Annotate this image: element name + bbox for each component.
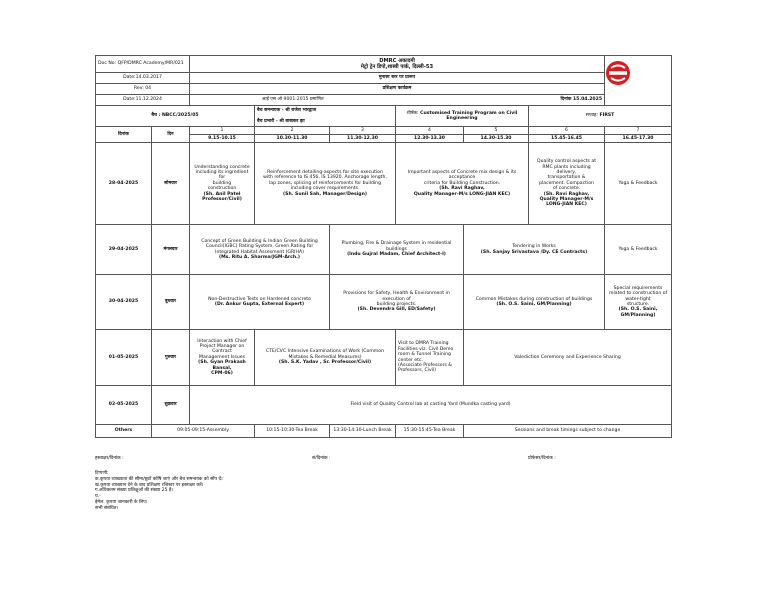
row-day: बुधवार [152, 275, 190, 330]
period-6-num: 6 [529, 127, 605, 135]
session-text: Visit to DMRA Training Facilities viz. Civil Demo room & Tunnel Training center etc. (Associate Professors & Professors, Civil) [398, 341, 454, 374]
logo-cell [605, 56, 672, 106]
session-text: Valediction Ceremony and Experience Sharing [514, 354, 621, 360]
session-speaker: (Sh. Ravi Raghav, Quality Manager-M/s LONG-JIAN KEC) [539, 191, 594, 208]
table-row-thursday [96, 330, 672, 386]
schedule-table [95, 55, 672, 438]
session-speaker: (Sh. Ravi Raghav, Quality Manager-M/s LONG-JIAN KEC) [413, 186, 511, 197]
row-date: 02-05-2025 [96, 386, 152, 425]
doc-number: Doc No: QFP/DMRC Academy/MR/021 [96, 56, 190, 73]
doc-date-2: Date:11.12.2024 [96, 95, 190, 106]
session-cell [190, 143, 255, 225]
assembly-time: 09:05-09:15-Assembly [152, 425, 255, 438]
row-date: 29-04-2025 [96, 225, 152, 275]
period-7-time: 16.45-17.30 [605, 135, 672, 143]
session-cell [396, 330, 464, 386]
field-visit: Field visit of Quality Control lab at casting Yard (Mundka casting yard) [190, 386, 672, 425]
header-row-2 [96, 73, 672, 84]
session-speaker: (Sh. Sanjay Srivastava /Dy. CE Contracts) [480, 249, 588, 255]
header-row-5 [96, 106, 672, 127]
session-text: Provisions for Safety, Health & Environment in execution of building projects. [343, 291, 450, 307]
timing-note: Sessions and break timings subject to change [464, 425, 672, 438]
session-text: CTE/CVC Intensive Examinations of Work (Common Mistakes & Remedial Measures) [266, 349, 384, 360]
header-row-4 [96, 95, 672, 106]
yoga-feedback: Yoga & Feedback [605, 143, 672, 225]
session-text: Common Mistakes during construction of buildings [475, 296, 593, 302]
period-2-time: 10.30-11.30 [255, 135, 330, 143]
batch-number: बैच : NBCC/2025/05 [96, 106, 255, 127]
tea-break-1: 10:15-10:30-Tea Break [255, 425, 330, 438]
schedule-date: दिनांक 15.04.2025 [396, 95, 605, 106]
org-title-cell [190, 56, 605, 73]
yoga-feedback: Yoga & Feedback [605, 225, 672, 275]
session-cell [396, 143, 529, 225]
batch-incharge: बैच प्रभारी - श्री बाबाकर झा [257, 118, 305, 124]
week-label: सप्ताह: [585, 113, 599, 119]
session-text: Important aspects of Concrete mix design & its acceptance criteria for Building Construction. [407, 169, 517, 186]
session-cell [190, 330, 255, 386]
header-row-3 [96, 84, 672, 95]
session-speaker: (Sh. Devendra Gill, ED/Safety) [357, 307, 436, 313]
period-5-time: 14.30-15.30 [464, 135, 529, 143]
remark-line: ख.कृपया व्याख्यान देने के बाद प्रशिक्षण रजिस्टर पर हस्ताक्षर करें। [95, 482, 204, 488]
remark-line: घ.- [95, 494, 101, 500]
session-cell [529, 143, 605, 225]
coordinator-cell [255, 106, 396, 127]
session-speaker: (Sh. O.S. Saini, GM/Planning) [496, 302, 572, 307]
others-row [96, 425, 672, 438]
remarks-title: टिप्पणी: [95, 471, 109, 476]
remark-line: क.कृपया व्याख्याता की सीमा/छूटों कोषि जाएं और बैच समन्वयक को सौंप दें। [95, 476, 223, 482]
session-text: Interaction with Chief Project Manager on Contract Management Issues [197, 338, 247, 360]
others-label: Others [96, 425, 152, 438]
session-speaker: (Dr. Ankur Gupta, External Expert) [214, 302, 305, 307]
doc-rev: Rev: 04 [96, 84, 190, 95]
session-cell [255, 330, 396, 386]
remarks-block [95, 471, 223, 512]
session-cell [464, 275, 605, 330]
iso-cert: आई एस ओ 9001:2015 प्रमाणित [190, 95, 396, 106]
batch-coordinator: बैच समन्वयक - श्री राजेश भारद्वाज [257, 108, 316, 114]
session-speaker: (Indu Gujral Madam, Chief Architect-I) [347, 252, 446, 258]
session-text: Non-Destructive Tests on Hardened concrete [208, 296, 311, 302]
period-4-time: 12.30-13.30 [396, 135, 464, 143]
subject-label: शीर्षक: [406, 110, 419, 116]
session-speaker: (Sh. Anil Patel Professor/Civil) [202, 191, 242, 203]
doc-date: Date:14.03.2017 [96, 73, 190, 84]
tea-break-2: 15:30-15:45-Tea Break [396, 425, 464, 438]
table-row-monday [96, 143, 672, 225]
row-date: 01-05-2025 [96, 330, 152, 386]
session-text: Reinforcement detailing-aspects for site execution with reference to IS 456, IS 13920. Anchorage length, lap zones, splicing of reinforcements for building including cover requirements. [263, 169, 387, 192]
row-day: सोमवार [152, 143, 190, 225]
period-5-num: 5 [464, 127, 529, 135]
signature-1: हस्ताक्षर/दिनांक : [95, 456, 124, 461]
session-cell [255, 143, 396, 225]
table-row-tuesday [96, 225, 672, 275]
date-col-header: दिनांक [96, 127, 152, 143]
session-cell [190, 275, 330, 330]
period-4-num: 4 [396, 127, 464, 135]
session-text: Tendering in Works [512, 244, 556, 250]
program-label: प्रशिक्षण कार्यक्रम [190, 84, 605, 95]
week-cell [529, 106, 672, 127]
signature-2: सं/दिनांक : [312, 456, 331, 461]
session-speaker: (Sh. Sunil Sah, Manager/Design) [283, 191, 367, 197]
period-1-time: 9.15-10.15 [190, 135, 255, 143]
session-text: Quality control aspects at RMC plants including delivery, transportation & placement. Compaction of concrete. [537, 159, 597, 192]
org-title: DMRC अकादमी [379, 58, 415, 64]
row-date: 28-04-2025 [96, 143, 152, 225]
session-speaker: (Sh. O.S. Saini, GM/Planning) [618, 307, 658, 318]
table-row-wednesday [96, 275, 672, 330]
session-cell [464, 330, 672, 386]
period-3-time: 11.30-12.30 [330, 135, 396, 143]
session-text: Understanding concrete including its ingredient for building construction [194, 164, 250, 192]
remark-line: सभी संबंधित। [95, 505, 119, 511]
session-speaker: (Sh. Gyan Prakash Bansal, CPM-06) [198, 360, 246, 377]
session-speaker: (Sh. S.K. Yadav , Sr. Professor/Civil) [278, 360, 372, 366]
period-2-num: 2 [255, 127, 330, 135]
session-cell [190, 225, 330, 275]
subject-value: Customised Training Program on Civil Engineering [420, 110, 518, 121]
lunch-break: 13:30-14:30-Lunch Break [330, 425, 396, 438]
doc-type: मुनासा स्तर पर प्रारूप [190, 73, 605, 84]
week-value: FIRST [599, 113, 615, 119]
session-text: Plumbing, Fire & Drainage System in residential buildings [341, 241, 452, 252]
remark-line: ग.अधिकतम संख्या प्रशिक्षुओं की संख्या 25 है। [95, 488, 174, 494]
signature-3: प्रोफेसर/दिनांक : [528, 456, 556, 461]
row-day: शुक्रवार [152, 386, 190, 425]
period-1-num: 1 [190, 127, 255, 135]
day-col-header: दिन [152, 127, 190, 143]
period-number-row [96, 127, 672, 135]
period-3-num: 3 [330, 127, 396, 135]
session-text: Concept of Green Building & Indian Green Building Council(IGBC) Rating System, Green Rating for Integrated Habitat Assesment (GRIHA) [201, 238, 318, 255]
table-row-friday [96, 386, 672, 425]
row-day: गुरुवार [152, 330, 190, 386]
session-cell [605, 275, 672, 330]
org-address: मेट्रो ट्रेन डिपो,शास्त्री पार्क, दिल्ली-53 [360, 64, 434, 70]
header-row-1 [96, 56, 672, 73]
row-date: 30-04-2025 [96, 275, 152, 330]
session-text: Special requirements related to construction of water-tight structure. [608, 285, 668, 307]
session-cell [330, 225, 464, 275]
period-7-num: 7 [605, 127, 672, 135]
period-6-time: 15.45-16.45 [529, 135, 605, 143]
subject-cell [396, 106, 529, 127]
session-cell [464, 225, 605, 275]
remark-line: ईमेल: कृपया जानकारी के लिए। [95, 499, 148, 505]
session-cell [330, 275, 464, 330]
row-day: मंगलवार [152, 225, 190, 275]
session-speaker: (Ms. Ritu A. Sharma/JGM-Arch.) [218, 254, 301, 260]
